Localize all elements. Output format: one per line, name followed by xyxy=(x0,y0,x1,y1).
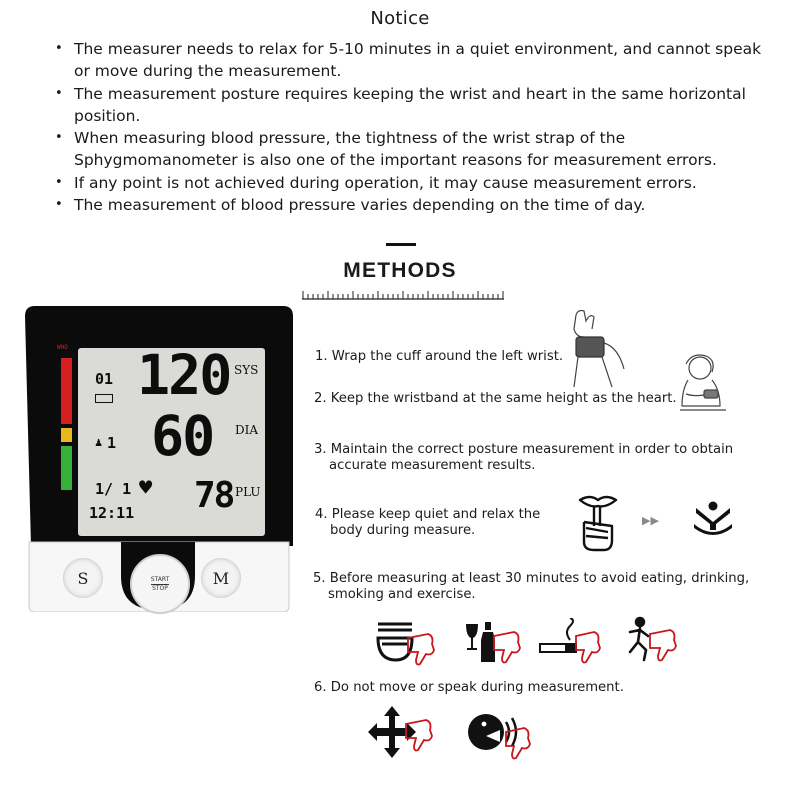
step-text: 4. Please keep quiet and relax the xyxy=(315,507,541,522)
arrow-right-icon: ▶▶ xyxy=(642,514,659,527)
user-number: 1 xyxy=(107,434,117,452)
notice-item: • The measurement posture requires keeping the wrist and heart in the same horizontal position. xyxy=(48,83,768,128)
relax-icon xyxy=(692,500,734,536)
stop-label: STOP xyxy=(152,585,168,592)
step-text: 5. Before measuring at least 30 minutes to avoid eating, drinking, xyxy=(313,571,750,586)
notice-item: • If any point is not achieved during operation, it may cause measurement errors. xyxy=(48,172,768,194)
notice-item: • When measuring blood pressure, the tightness of the wrist strap of the Sphygmomanometer is also one of the important reasons for measurement errors. xyxy=(48,127,768,172)
step-text-continued: body during measure. xyxy=(330,523,476,538)
step-5 xyxy=(313,571,749,603)
step-text-continued: accurate measurement results. xyxy=(329,458,536,473)
start-label: START xyxy=(151,576,170,585)
start-stop-button[interactable] xyxy=(130,554,190,614)
step-4 xyxy=(315,507,540,539)
blood-pressure-monitor xyxy=(25,306,293,612)
methods-title: METHODS xyxy=(343,259,457,282)
plu-label: PLU xyxy=(235,485,261,499)
step-3 xyxy=(314,442,733,474)
step-2 xyxy=(314,391,677,407)
step-text: 6. Do not move or speak during measurement. xyxy=(314,680,624,695)
thumb-down-icon xyxy=(494,632,520,663)
memory-button[interactable]: M xyxy=(201,558,241,598)
yellow-level-bar xyxy=(61,428,72,442)
no-moving-icon xyxy=(368,706,440,760)
thumb-down-icon xyxy=(650,630,676,661)
step-6 xyxy=(314,680,624,696)
step-text: 3. Maintain the correct posture measurement in order to obtain xyxy=(314,442,734,457)
time-display: 12:11 xyxy=(89,504,135,522)
step-text-continued: smoking and exercise. xyxy=(328,587,476,602)
step-text: 1. Wrap the cuff around the left wrist. xyxy=(315,349,564,364)
no-smoking-icon xyxy=(538,618,604,668)
step-text: 2. Keep the wristband at the same height as the heart. xyxy=(314,391,677,406)
green-level-bar xyxy=(61,446,72,490)
heart-icon: ♥ xyxy=(139,476,153,501)
diastolic-value: 60 xyxy=(151,404,214,468)
no-drinking-icon xyxy=(464,618,524,668)
who-label: WHO xyxy=(57,344,68,351)
red-level-bar xyxy=(61,358,72,424)
no-speaking-icon xyxy=(464,710,540,762)
pulse-value: 78 xyxy=(194,475,234,516)
seated-person-icon xyxy=(664,350,736,422)
date-display: 1/ 1 xyxy=(95,480,132,498)
thumb-down-icon xyxy=(576,632,600,663)
battery-icon xyxy=(95,394,113,403)
notice-item: • The measurer needs to relax for 5-10 minutes in a quiet environment, and cannot speak or move during the measurement. xyxy=(48,38,768,83)
memory-number: 01 xyxy=(95,370,114,388)
systolic-value: 120 xyxy=(137,343,231,407)
set-button[interactable]: S xyxy=(63,558,103,598)
ruler-decoration xyxy=(302,289,504,301)
no-eating-icon xyxy=(376,620,438,668)
wrist-cuff-icon xyxy=(562,307,632,389)
notice-list xyxy=(48,38,768,216)
notice-title: Notice xyxy=(370,8,430,29)
section-divider xyxy=(386,243,416,246)
sys-label: SYS xyxy=(234,363,259,377)
user-icon: ♟ xyxy=(95,435,103,449)
dia-label: DIA xyxy=(235,423,259,437)
no-exercise-icon xyxy=(626,616,682,668)
step-1 xyxy=(315,349,563,365)
shush-icon xyxy=(576,492,620,554)
notice-item: • The measurement of blood pressure varies depending on the time of day. xyxy=(48,194,768,216)
